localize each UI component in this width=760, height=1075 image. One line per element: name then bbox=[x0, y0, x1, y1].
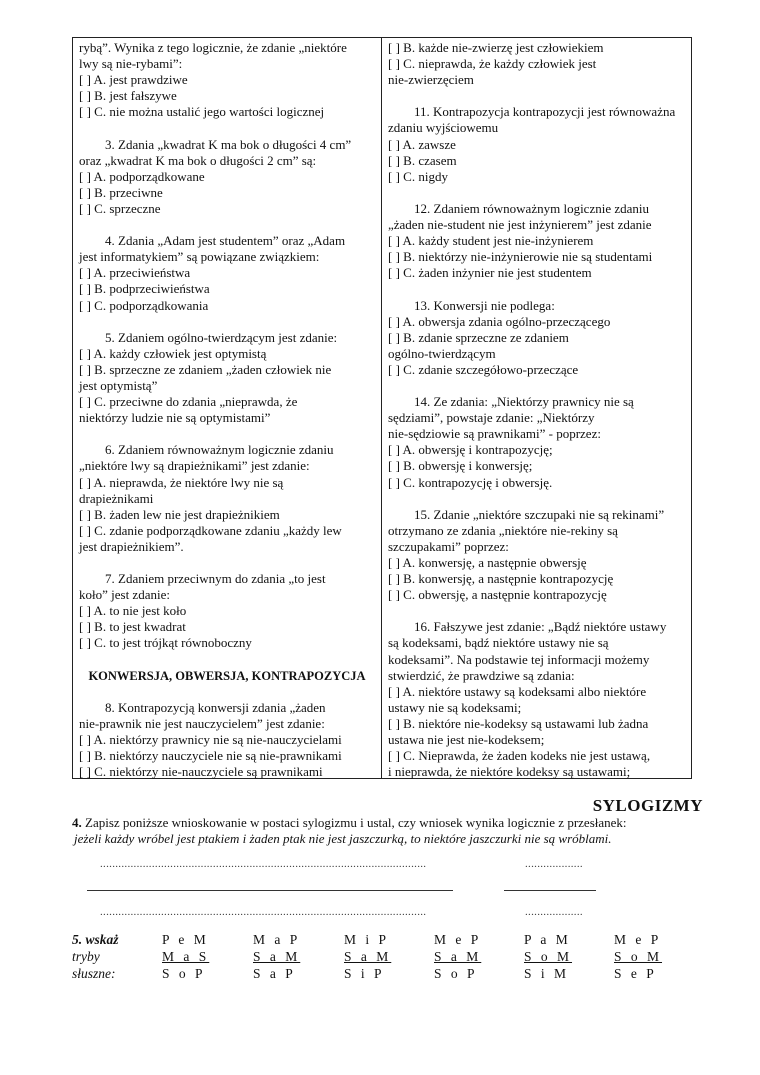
answer-option[interactable]: [ ] B. czasem bbox=[388, 152, 457, 168]
spacer bbox=[79, 217, 375, 233]
spacer bbox=[79, 426, 375, 442]
spacer bbox=[388, 491, 685, 507]
question-text: kodeksami”. Na podstawie tej informacji możemy bbox=[388, 651, 650, 667]
mode-cell: M e P bbox=[434, 932, 482, 947]
answer-option[interactable]: [ ] A. podporządkowane bbox=[79, 168, 205, 184]
question-text: nie-sędziowie są prawnikami” - poprzez: bbox=[388, 426, 601, 442]
task-5-label: 5. wskaż bbox=[72, 932, 119, 947]
answer-option[interactable]: [ ] B. niektórzy nie-inżynierowie nie są studentami bbox=[388, 249, 653, 265]
task-4-instruction: Zapisz poniższe wnioskowanie w postaci sylogizmu i ustal, czy wniosek wynika logicznie z przesłanek: bbox=[81, 815, 627, 830]
question-text: sędziami”, powstaje zdanie: „Niektórzy bbox=[388, 410, 595, 426]
spacer bbox=[79, 555, 375, 571]
answer-option[interactable]: [ ] C. niektórzy nie-nauczyciele są prawnikami bbox=[79, 764, 323, 780]
answer-line-conclusion[interactable]: ........................................................................................................... bbox=[100, 906, 427, 918]
answer-option[interactable]: [ ] A. konwersję, a następnie obwersję bbox=[388, 555, 587, 570]
mode-cell: S i P bbox=[344, 966, 385, 981]
question-text: 12. Zdaniem równoważnym logicznie zdaniu bbox=[414, 200, 650, 216]
question-text: koło” jest zdanie: bbox=[79, 587, 170, 603]
mode-cell: P e M bbox=[162, 932, 209, 947]
mode-cell: S i M bbox=[524, 966, 570, 981]
question-text: 13. Konwersji nie podlega: bbox=[414, 297, 555, 313]
task-4 bbox=[72, 815, 627, 847]
mode-cell: S a M bbox=[344, 949, 392, 964]
mode-cell: S a M bbox=[253, 949, 301, 964]
question-text: 15. Zdanie „niektóre szczupaki nie są rekinami” bbox=[414, 506, 665, 522]
answer-option[interactable]: [ ] C. zdanie szczegółowo-przeczące bbox=[388, 361, 579, 377]
answer-option[interactable]: [ ] A. jest prawdziwe bbox=[79, 72, 188, 88]
mode-cell: S o P bbox=[434, 966, 478, 981]
answer-option[interactable]: [ ] B. obwersję i konwersję; bbox=[388, 458, 533, 474]
answer-line-premise-1-mood[interactable]: ................... bbox=[525, 858, 583, 870]
question-text: lwy są nie-rybami”: bbox=[79, 56, 183, 72]
section-title: SYLOGIZMY bbox=[592, 796, 703, 815]
mode-cell: S o M bbox=[614, 949, 663, 964]
question-text: jest drapieżnikiem”. bbox=[79, 538, 184, 554]
spacer bbox=[79, 120, 375, 136]
mode-cell: S o P bbox=[162, 966, 206, 981]
answer-line-premise-2-mood[interactable] bbox=[504, 890, 596, 891]
question-text: drapieżnikami bbox=[79, 490, 154, 506]
answer-option[interactable]: [ ] B. każde nie-zwierzę jest człowiekiem bbox=[388, 40, 604, 55]
question-text: 6. Zdaniem równoważnym logicznie zdaniu bbox=[105, 442, 334, 458]
answer-option[interactable]: [ ] B. niektórzy nauczyciele nie są nie-prawnikami bbox=[79, 748, 342, 764]
question-text: 4. Zdania „Adam jest studentem” oraz „Adam bbox=[105, 233, 346, 249]
question-text: niektórzy ludzie nie są optymistami” bbox=[79, 410, 271, 426]
answer-option[interactable]: [ ] A. to nie jest koło bbox=[79, 603, 187, 619]
mode-cell: S a P bbox=[253, 966, 296, 981]
answer-option[interactable]: [ ] A. nieprawda, że niektóre lwy nie są bbox=[79, 474, 284, 490]
spacer bbox=[79, 684, 375, 700]
task-4-number: 4. bbox=[72, 815, 82, 830]
spacer bbox=[79, 314, 375, 330]
question-text: rybą”. Wynika z tego logicznie, że zdanie „niektóre bbox=[79, 40, 347, 55]
spacer bbox=[388, 378, 685, 394]
answer-option[interactable]: [ ] C. zdanie podporządkowane zdaniu „każdy lew bbox=[79, 522, 342, 538]
question-text: ustawy nie są kodeksami; bbox=[388, 699, 522, 715]
answer-option[interactable]: [ ] B. zdanie sprzeczne ze zdaniem bbox=[388, 329, 569, 345]
answer-option[interactable]: [ ] B. konwersję, a następnie kontrapozycję bbox=[388, 571, 614, 587]
answer-option[interactable]: [ ] B. niektóre nie-kodeksy są ustawami lub żadna bbox=[388, 715, 649, 731]
task-5-label-tryby: tryby bbox=[72, 949, 100, 964]
question-text: 14. Ze zdania: „Niektórzy prawnicy nie są bbox=[414, 394, 634, 410]
question-text: 5. Zdaniem ogólno-twierdzącym jest zdanie: bbox=[105, 329, 338, 345]
answer-line-premise-2[interactable] bbox=[87, 890, 453, 891]
question-text: 8. Kontrapozycją konwersji zdania „żaden bbox=[105, 699, 326, 715]
question-text: szczupakami” poprzez: bbox=[388, 538, 509, 554]
question-text: są kodeksami, bądź niektóre ustawy nie są bbox=[388, 635, 609, 651]
answer-option[interactable]: [ ] C. Nieprawda, że żaden kodeks nie jest ustawą, bbox=[388, 748, 651, 764]
answer-option[interactable]: [ ] C. nieprawda, że każdy człowiek jest bbox=[388, 56, 597, 72]
question-text: nie-prawnik nie jest nauczycielem” jest zdanie: bbox=[79, 715, 325, 731]
question-text: „niektóre lwy są drapieżnikami” jest zdanie: bbox=[79, 458, 310, 474]
answer-option[interactable]: [ ] B. jest fałszywe bbox=[79, 88, 177, 104]
question-text: i nieprawda, że niektóre kodeksy są ustawami; bbox=[388, 764, 631, 780]
mode-cell: S e P bbox=[614, 966, 657, 981]
answer-option[interactable]: [ ] C. nie można ustalić jego wartości logicznej bbox=[79, 104, 325, 120]
answer-option[interactable]: [ ] C. to jest trójkąt równoboczny bbox=[79, 635, 252, 651]
answer-option[interactable]: [ ] A. niektórzy prawnicy nie są nie-nauczycielami bbox=[79, 732, 342, 748]
spacer bbox=[388, 281, 685, 297]
answer-option[interactable]: [ ] B. przeciwne bbox=[79, 184, 163, 200]
answer-option[interactable]: [ ] B. sprzeczne ze zdaniem „żaden człowiek nie bbox=[79, 361, 332, 377]
answer-option[interactable]: [ ] C. żaden inżynier nie jest studentem bbox=[388, 265, 592, 281]
mode-cell: S o M bbox=[524, 949, 573, 964]
question-text: 16. Fałszywe jest zdanie: „Bądź niektóre ustawy bbox=[414, 619, 667, 635]
answer-option[interactable]: [ ] C. obwersję, a następnie kontrapozycję bbox=[388, 587, 607, 603]
left-column bbox=[73, 38, 381, 778]
mode-cell: M i P bbox=[344, 932, 390, 947]
answer-option[interactable]: [ ] C. podporządkowania bbox=[79, 297, 209, 313]
answer-option[interactable]: [ ] A. każdy student jest nie-inżynierem bbox=[388, 233, 594, 249]
mode-cell: M e P bbox=[614, 932, 662, 947]
spacer bbox=[79, 652, 375, 668]
answer-option[interactable]: [ ] C. kontrapozycję i obwersję. bbox=[388, 474, 553, 490]
answer-option[interactable]: [ ] C. sprzeczne bbox=[79, 200, 161, 216]
question-text: „żaden nie-student nie jest inżynierem” jest zdanie bbox=[388, 217, 652, 233]
question-text: oraz „kwadrat K ma bok o długości 2 cm” są: bbox=[79, 152, 317, 168]
question-text: stwierdzić, że prawdziwe są zdania: bbox=[388, 667, 575, 683]
spacer bbox=[388, 603, 685, 619]
answer-line-premise-1[interactable]: ........................................................................................................... bbox=[100, 858, 427, 870]
questions-table bbox=[72, 37, 692, 779]
answer-option[interactable]: [ ] A. każdy człowiek jest optymistą bbox=[79, 345, 267, 361]
answer-option[interactable]: [ ] A. zawsze bbox=[388, 136, 456, 152]
answer-option[interactable]: [ ] A. obwersja zdania ogólno-przeczącego bbox=[388, 313, 611, 329]
question-text: 11. Kontrapozycja kontrapozycji jest równoważna bbox=[414, 104, 676, 120]
question-text: jest optymistą” bbox=[79, 377, 158, 393]
question-text: zdaniu wyjściowemu bbox=[388, 120, 499, 136]
question-text: nie-zwierzęciem bbox=[388, 72, 474, 88]
question-text: 7. Zdaniem przeciwnym do zdania „to jest bbox=[105, 571, 326, 587]
task-4-premises: jeżeli każdy wróbel jest ptakiem i żaden ptak nie jest jaszczurką, to niektóre jaszczurki nie są wróblami. bbox=[74, 831, 612, 846]
question-text: 3. Zdania „kwadrat K ma bok o długości 4 cm” bbox=[105, 136, 352, 152]
question-text: otrzymano ze zdania „niektóre nie-rekiny są bbox=[388, 522, 618, 538]
answer-line-conclusion-mood[interactable]: ................... bbox=[525, 906, 583, 918]
question-text: jest informatykiem” są powiązane związkiem: bbox=[79, 249, 320, 265]
answer-option[interactable]: [ ] C. nigdy bbox=[388, 168, 448, 184]
question-text: ustawa nie jest nie-kodeksem; bbox=[388, 732, 545, 748]
answer-option[interactable]: [ ] A. przeciwieństwa bbox=[79, 265, 191, 281]
answer-option[interactable]: [ ] B. to jest kwadrat bbox=[79, 619, 186, 635]
answer-option[interactable]: [ ] B. żaden lew nie jest drapieżnikiem bbox=[79, 506, 280, 522]
answer-option[interactable]: [ ] B. podprzeciwieństwa bbox=[79, 281, 210, 297]
mode-cell: P a M bbox=[524, 932, 571, 947]
mode-cell: M a S bbox=[162, 949, 210, 964]
answer-option[interactable]: [ ] A. obwersję i kontrapozycję; bbox=[388, 442, 553, 458]
mode-cell: S a M bbox=[434, 949, 482, 964]
spacer bbox=[388, 185, 685, 201]
mode-cell: M a P bbox=[253, 932, 301, 947]
right-column bbox=[381, 38, 691, 778]
spacer bbox=[388, 88, 685, 104]
section-heading: KONWERSJA, OBWERSJA, KONTRAPOZYCJA bbox=[88, 668, 366, 683]
task-5-label-sluszne: słuszne: bbox=[72, 966, 116, 981]
answer-option[interactable]: [ ] C. przeciwne do zdania „nieprawda, że bbox=[79, 394, 298, 410]
question-text: ogólno-twierdzącym bbox=[388, 345, 496, 361]
answer-option[interactable]: [ ] A. niektóre ustawy są kodeksami albo niektóre bbox=[388, 683, 647, 699]
